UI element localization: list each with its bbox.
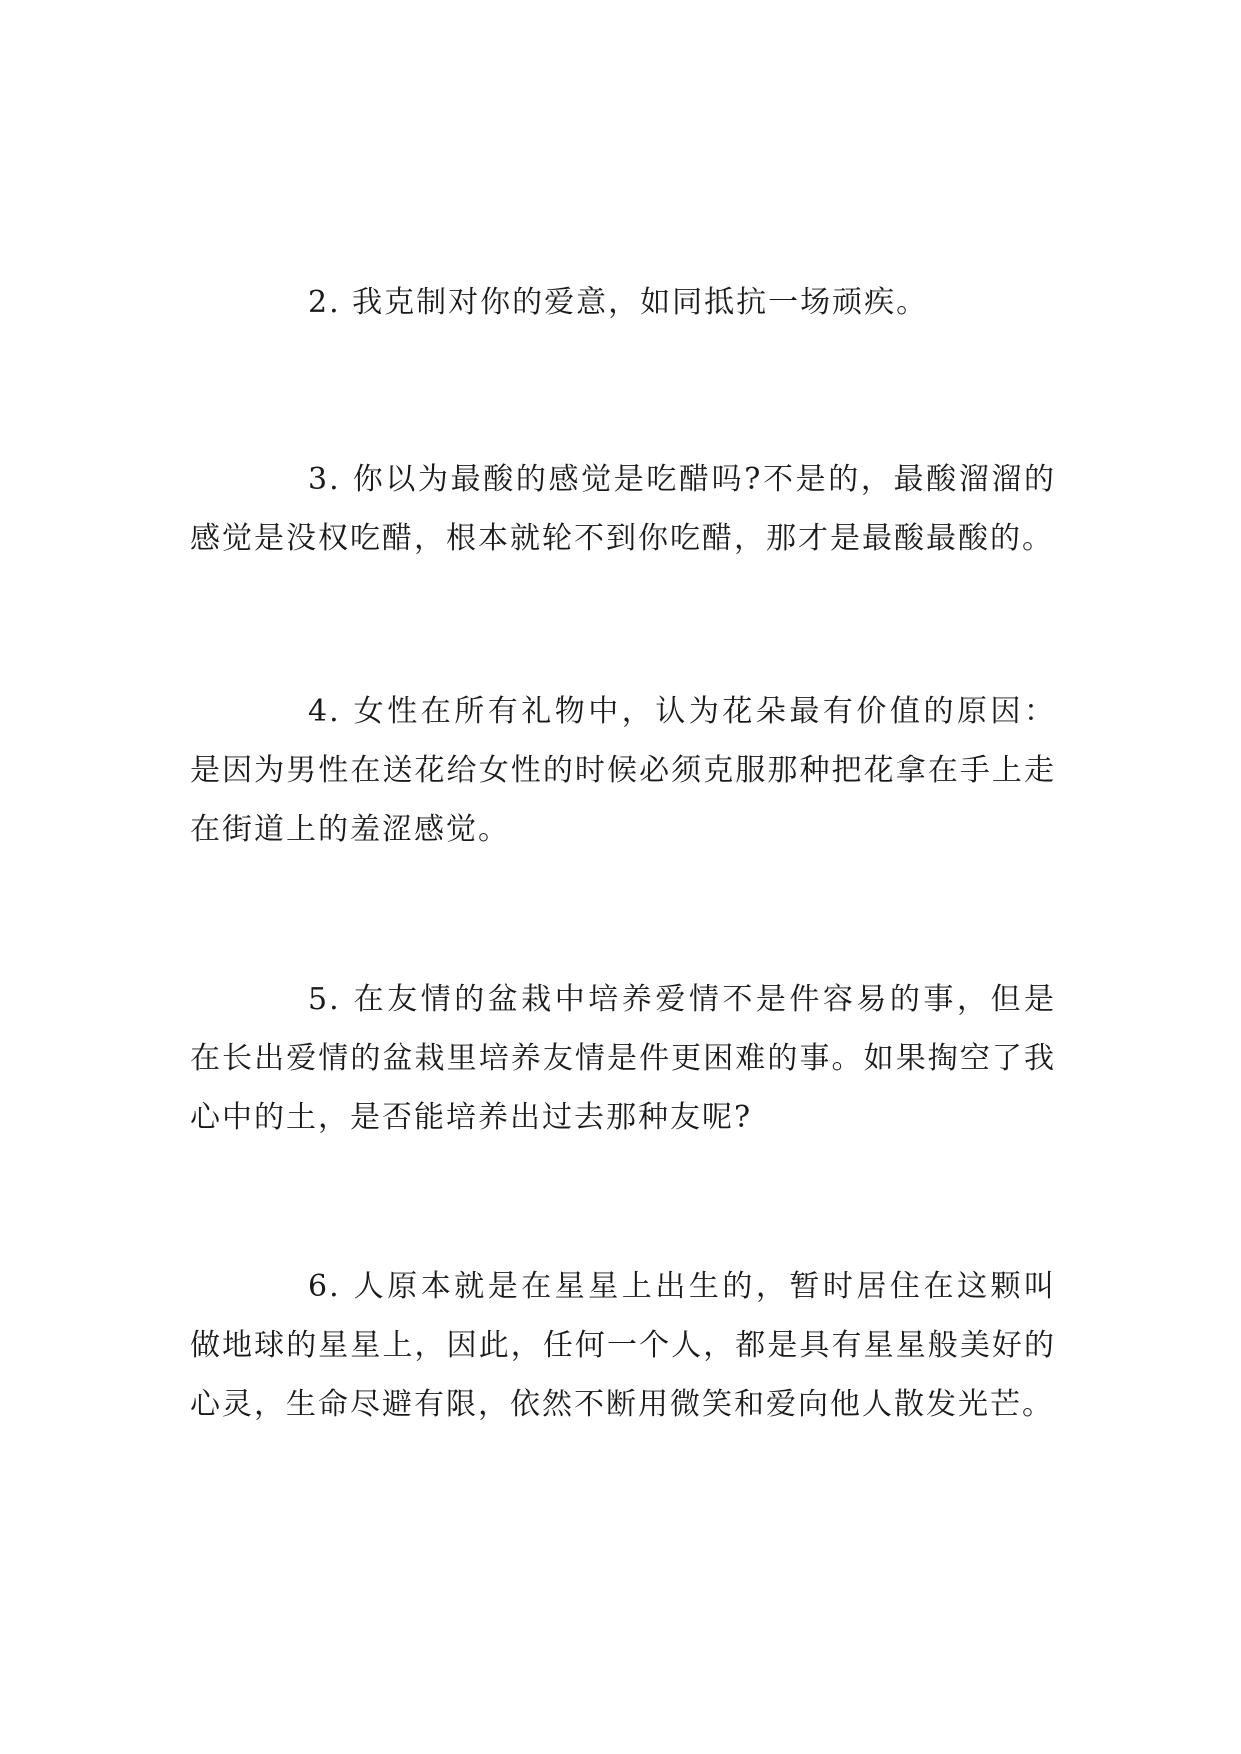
paragraph-5: 5. 在友情的盆栽中培养爱情不是件容易的事，但是在长出爱情的盆栽里培养友情是件更困难的事。如果掏空了我心中的土，是否能培养出过去那种友呢?	[190, 982, 1056, 1135]
paragraph-6: 6. 人原本就是在星星上出生的，暂时居住在这颗叫做地球的星星上，因此，任何一个人，都是具有星星般美好的心灵，生命尽避有限，依然不断用微笑和爱向他人散发光芒。	[190, 1269, 1056, 1422]
paragraph-4: 4. 女性在所有礼物中，认为花朵最有价值的原因：是因为男性在送花给女性的时候必须克服那种把花拿在手上走在街道上的羞涩感觉。	[190, 694, 1056, 847]
paragraph-2: 2. 我克制对你的爱意，如同抵抗一场顽疾。	[308, 285, 929, 320]
paragraph-3: 3. 你以为最酸的感觉是吃醋吗?不是的，最酸溜溜的感觉是没权吃醋，根本就轮不到你吃醋，那才是最酸最酸的。	[190, 462, 1056, 556]
